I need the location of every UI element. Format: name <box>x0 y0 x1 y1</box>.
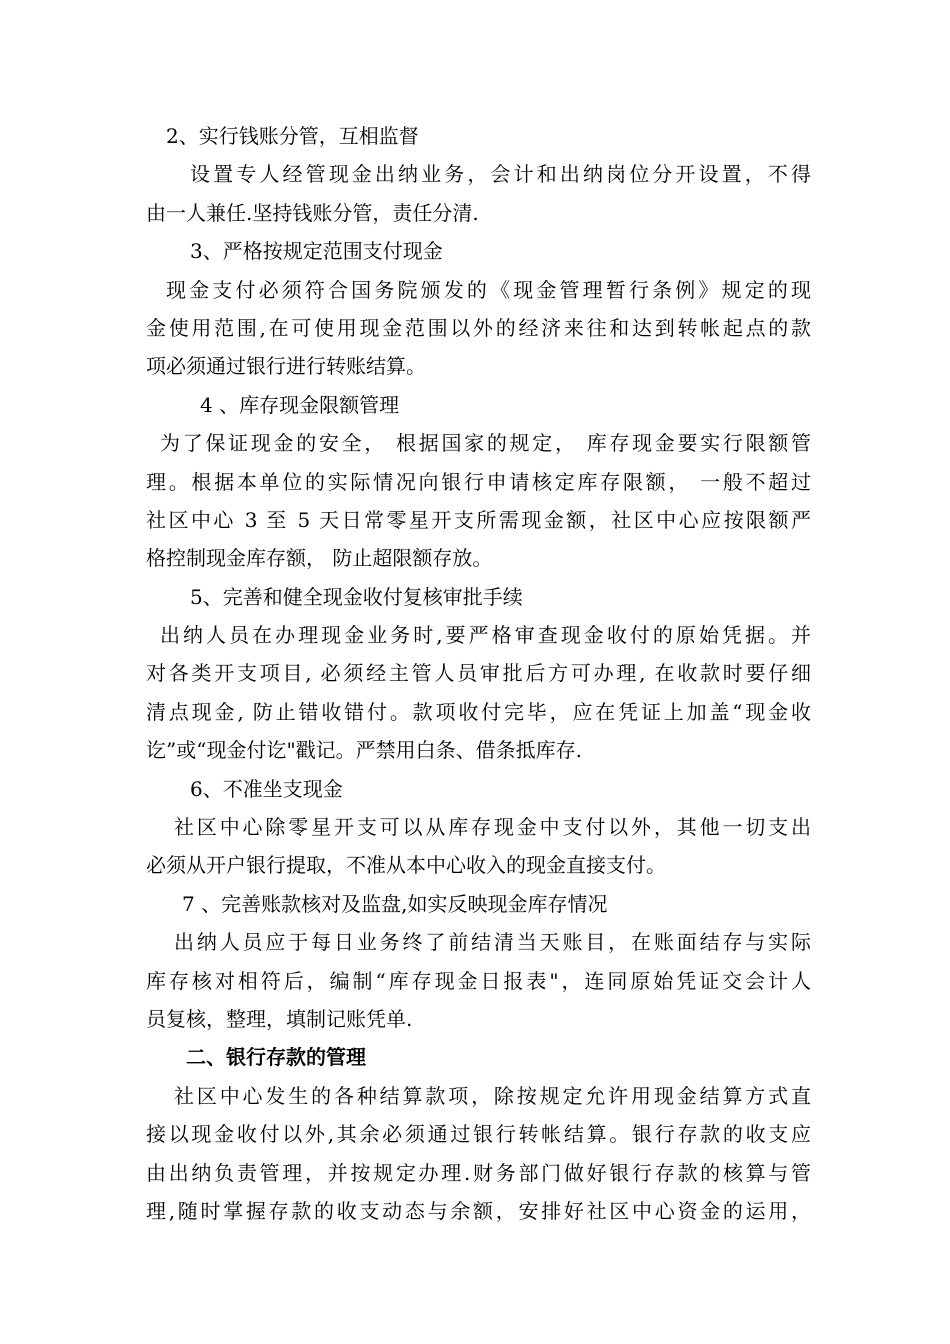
paragraph-line: 社区中心 3 至 5 天日常零星开支所需现金额，社区中心应按限额严 <box>146 507 811 532</box>
paragraph-line: 社区中心发生的各种结算款项，除按规定允许用现金结算方式直 <box>174 1083 811 1108</box>
paragraph-line: 理。根据本单位的实际情况向银行申请核定库存限额， 一般不超过 <box>146 469 811 494</box>
paragraph-line: 设置专人经管现金出纳业务，会计和出纳岗位分开设置，不得 <box>190 162 811 187</box>
paragraph-line: 出纳人员应于每日业务终了前结清当天账目，在账面结存与实际 <box>174 930 811 955</box>
paragraph-line: 由出纳负责管理，并按规定办理.财务部门做好银行存款的核算与管 <box>146 1160 811 1185</box>
paragraph-line: 出纳人员在办理现金业务时,要严格审查现金收付的原始凭据。并 <box>160 623 811 648</box>
chapter-heading: 二、银行存款的管理 <box>186 1045 366 1070</box>
paragraph-line: 理,随时掌握存款的收支动态与余额，安排好社区中心资金的运用， <box>146 1198 811 1223</box>
section-heading: 4 、库存现金限额管理 <box>200 392 400 417</box>
paragraph-line: 接以现金收付以外,其余必须通过银行转帐结算。银行存款的收支应 <box>146 1122 811 1147</box>
paragraph-line: 讫”或“现金付讫"戳记。严禁用白条、借条抵库存. <box>146 738 583 763</box>
paragraph-line: 社区中心除零星开支可以从库存现金中支付以外，其他一切支出 <box>174 815 811 840</box>
paragraph-line: 对各类开支项目, 必须经主管人员审批后方可办理, 在收款时要仔细 <box>146 661 811 686</box>
section-heading: 2、实行钱账分管，互相监督 <box>166 124 419 148</box>
section-heading: 7 、完善账款核对及监盘,如实反映现金库存情况 <box>182 891 608 916</box>
paragraph-line: 项必须通过银行进行转账结算。 <box>146 354 426 379</box>
section-heading: 3、严格按规定范围支付现金 <box>190 239 443 264</box>
paragraph-line: 为了保证现金的安全， 根据国家的规定， 库存现金要实行限额管 <box>160 431 811 456</box>
paragraph-line: 现金支付必须符合国务院颁发的《现金管理暂行条例》规定的现 <box>166 277 811 302</box>
paragraph-line: 员复核，整理，填制记账凭单. <box>146 1006 413 1031</box>
paragraph-line: 清点现金, 防止错收错付。款项收付完毕，应在凭证上加盖“现金收 <box>146 699 811 724</box>
paragraph-line: 必须从开户银行提取，不准从本中心收入的现金直接支付。 <box>146 853 666 878</box>
section-heading: 6、不准坐支现金 <box>190 776 343 801</box>
paragraph-line: 格控制现金库存额， 防止超限额存放。 <box>146 546 493 571</box>
paragraph-line: 金使用范围,在可使用现金范围以外的经济来往和达到转帐起点的款 <box>146 315 811 340</box>
paragraph-line: 由一人兼任.坚持钱账分管，责任分清. <box>146 200 479 225</box>
section-heading: 5、完善和健全现金收付复核审批手续 <box>190 584 523 609</box>
document-body <box>146 117 811 1230</box>
paragraph-line: 库存核对相符后，编制“库存现金日报表"，连同原始凭证交会计人 <box>146 968 811 993</box>
